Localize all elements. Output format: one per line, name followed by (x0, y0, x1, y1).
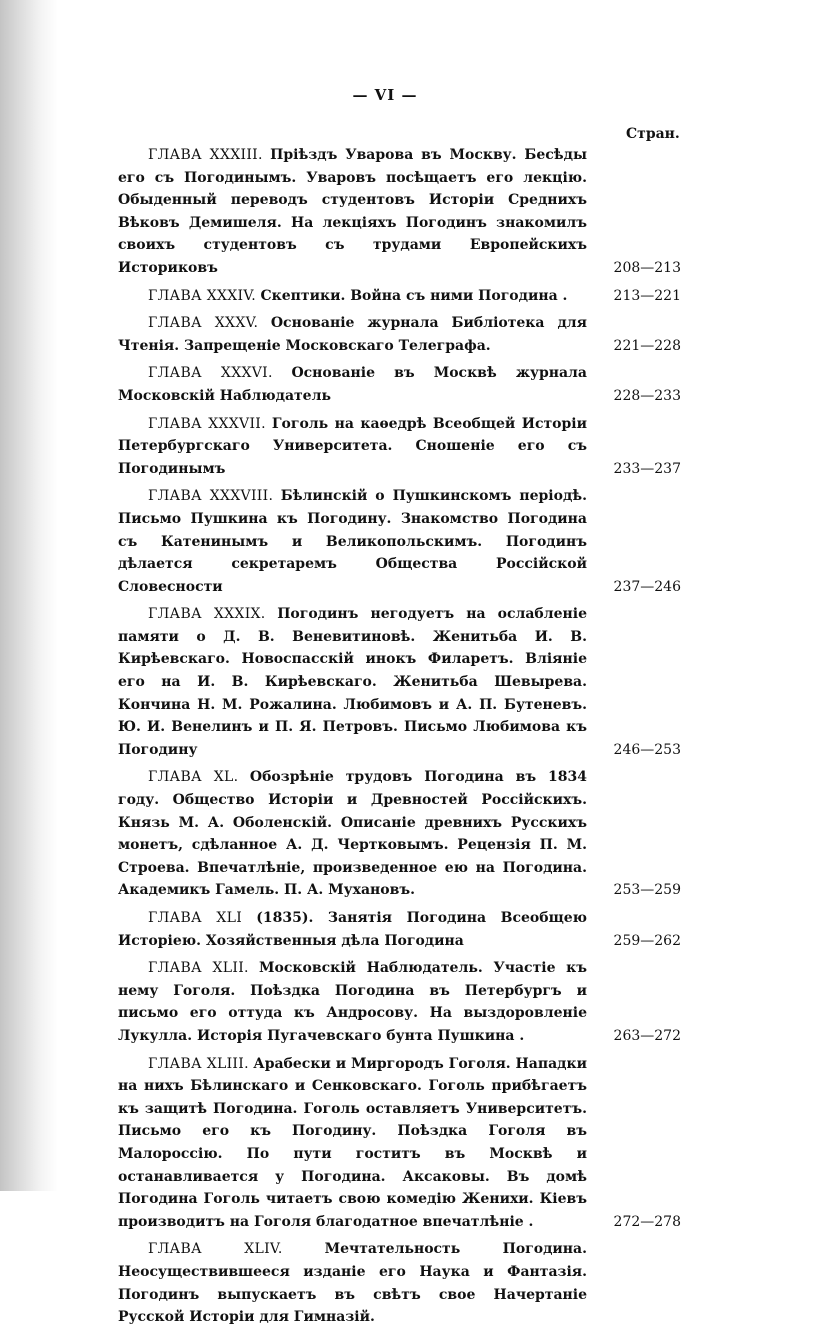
page-number: — VI — (352, 86, 418, 104)
toc-entry-37 (118, 413, 681, 481)
page-range: 263—272 (613, 1027, 681, 1044)
chapter-description: Мечтательность Погодина. Неосуществившееся изданіе его Наука и Фантазія. Погодинъ выпускаетъ въ свѣтъ свое Начертаніе Русской Исторіи для Гимназій. (118, 1241, 587, 1326)
page-range: 233—237 (613, 460, 681, 477)
page-range: 213—221 (613, 287, 681, 304)
chapter-description: Пріѣздъ Уварова въ Москву. Бесѣды его съ Погодинымъ. Уваровъ посѣщаетъ его лекцію. Обыденный переводъ студентовъ Исторіи Среднихъ Вѣковъ Демишеля. На лекціяхъ Погодинъ знакомилъ своихъ студентовъ съ трудами Европейскихъ Историковъ (118, 147, 587, 276)
pages-column-header: Стран. (626, 126, 680, 142)
chapter-number: ГЛАВА XXXVII. (148, 415, 266, 432)
chapter-description: Арабески и Миргородъ Гоголя. Нападки на нихъ Бѣлинскаго и Сенковскаго. Гоголь прибѣгаетъ къ защитѣ Погодина. Гоголь оставляетъ Университетъ. Письмо его къ Погодину. Поѣздка Гоголя въ Малороссію. По пути гоститъ въ Москвѣ и останавливается у Погодина. Аксаковы. Въ домѣ Погодина Гоголь читаетъ свою комедію Женихи. Кіевъ производитъ на Гоголя благодатное впечатлѣніе . (118, 1055, 587, 1230)
page-range: 259—262 (613, 932, 681, 949)
chapter-description: Обозрѣніе трудовъ Погодина въ 1834 году. Общество Исторіи и Древностей Россійскихъ. Князь М. А. Оболенскій. Описаніе древнихъ Русскихъ монетъ, сдѣланное А. Д. Чертковымъ. Рецензія П. М. Строева. Впечатлѣніе, произведенное ею на Погодина. Академикъ Гамель. П. А. Мухановъ. (118, 769, 588, 899)
page-range: 228—233 (613, 387, 681, 404)
chapter-description: Основаніе журнала Библіотека для Чтенія. Запрещеніе Московскаго Телеграфа. (118, 315, 587, 354)
chapter-description: Гоголь на каѳедрѣ Всеобщей Исторіи Петербургскаго Университета. Сношеніе его съ Погодинымъ (118, 415, 587, 477)
toc-entry-41 (118, 907, 681, 952)
chapter-number: ГЛАВА XXXIII. (148, 147, 263, 163)
chapter-number: ГЛАВА XLIII. (148, 1055, 249, 1072)
chapter-description: Московскій Наблюдатель. Участіе къ нему Гоголя. Поѣздка Погодина въ Петербургъ и письмо его оттуда къ Андросову. На выздоровленіе Лукулла. Исторія Пугачевскаго бунта Пушкина . (118, 960, 587, 1044)
page-range: 246—253 (613, 741, 681, 758)
toc-entry-40 (118, 766, 681, 902)
toc-entry-34 (118, 285, 681, 308)
chapter-number: ГЛАВА XLII. (148, 960, 249, 977)
chapter-number: ГЛАВА XLI (148, 910, 243, 926)
toc-entry-44 (118, 1238, 681, 1328)
chapter-number: ГЛАВА XL. (148, 769, 239, 786)
chapter-description: (1835). Занятія Погодина Всеобщею Исторіею. Хозяйственныя дѣла Погодина (118, 910, 588, 949)
chapter-description: Бѣлинскій о Пушкинскомъ періодѣ. Письмо Пушкина къ Погодину. Знакомство Погодина съ Катенинымъ и Великопольскимъ. Погодинъ дѣлается секретаремъ Общества Россійской Словесности (118, 488, 587, 595)
chapter-number: ГЛАВА XXXV. (148, 315, 259, 332)
page-range: 272—278 (613, 1213, 681, 1230)
chapter-number: ГЛАВА XXXVIII. (148, 488, 274, 505)
chapter-number: ГЛАВА XLIV. (148, 1241, 283, 1258)
toc-entry-43 (118, 1053, 681, 1234)
toc-entry-38 (118, 485, 681, 598)
page-range: 253—259 (613, 882, 681, 899)
toc-entry-35 (118, 312, 681, 357)
chapter-description: Основаніе въ Москвѣ журнала Московскій Наблюдатель (118, 365, 588, 404)
toc-entry-33 (118, 144, 681, 280)
page-range: 237—246 (613, 578, 681, 595)
chapter-number: ГЛАВА XXXVI. (148, 365, 273, 382)
chapter-description: Скептики. Война съ ними Погодина . (260, 287, 568, 304)
scan-edge-shadow (0, 0, 58, 1191)
chapter-number: ГЛАВА XXXIV. (148, 287, 257, 304)
chapter-number: ГЛАВА XXXIX. (148, 606, 266, 623)
toc-entry-42 (118, 957, 681, 1047)
toc-entry-39 (118, 603, 681, 761)
toc-entry-36 (118, 362, 681, 407)
page-range: 208—213 (613, 259, 681, 276)
page-range: 221—228 (613, 337, 681, 354)
table-of-contents (118, 144, 681, 1329)
chapter-description: Погодинъ негодуетъ на ослабленіе памяти о Д. В. Веневитиновѣ. Женитьба И. В. Кирѣевскаго. Новоспасскій инокъ Филаретъ. Вліяніе его на И. В. Кирѣевскаго. Женитьба Шевырева. Кончина Н. М. Рожалина. Любимовъ и А. П. Бутеневъ. Ю. И. Венелинъ и П. Я. Петровъ. Письмо Любимова къ Погодину (118, 606, 587, 758)
